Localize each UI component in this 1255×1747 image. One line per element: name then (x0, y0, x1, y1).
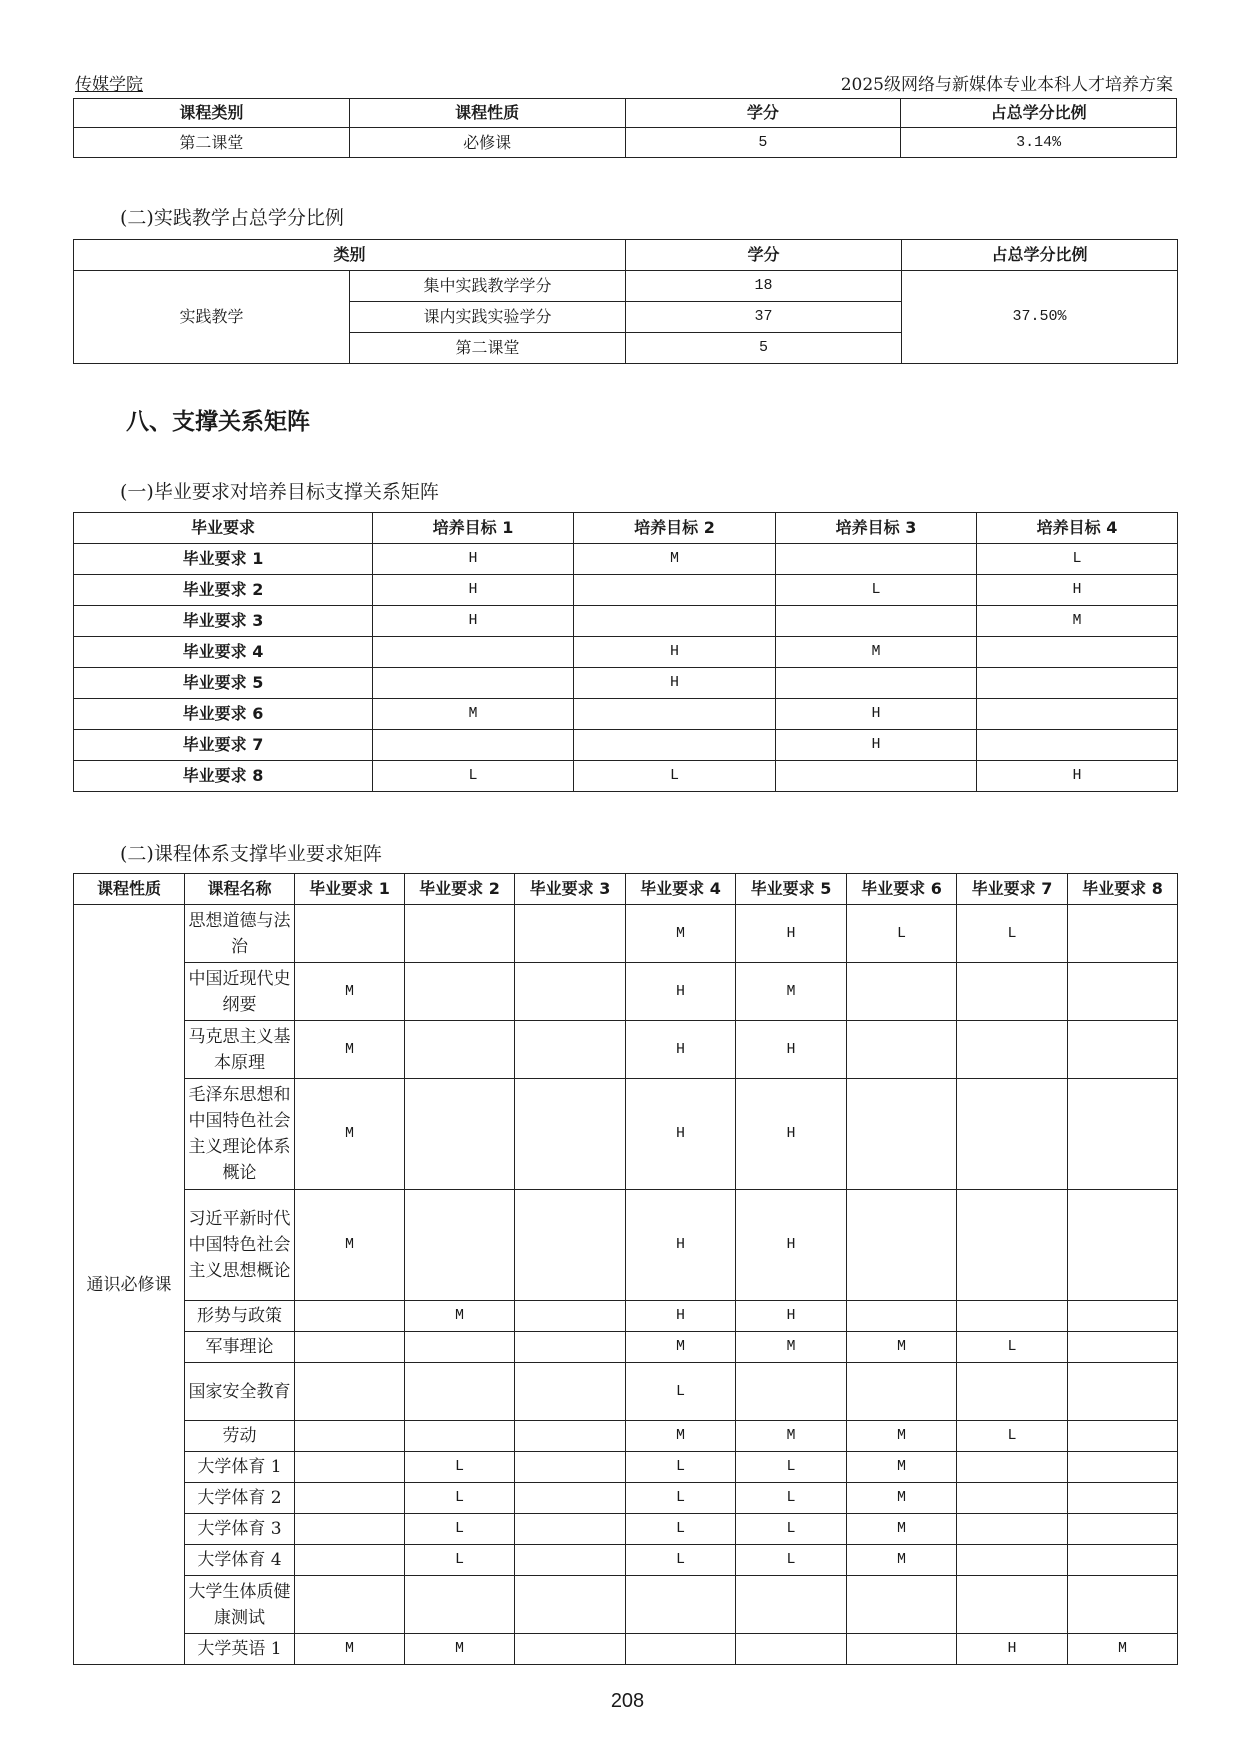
table-row (74, 606, 1178, 637)
matrix-cell: L (736, 1514, 847, 1545)
matrix-cell (847, 1021, 957, 1079)
course-name: 劳动 (185, 1421, 295, 1452)
matrix-cell: H (626, 1190, 736, 1301)
matrix-cell: M (295, 1079, 405, 1190)
matrix-cell (977, 730, 1178, 761)
col-header: 学分 (625, 99, 901, 128)
matrix-cell: M (736, 1332, 847, 1363)
matrix-cell (1068, 1301, 1178, 1332)
table-row (74, 1545, 1178, 1576)
matrix-cell: L (957, 905, 1068, 963)
matrix-cell (515, 1021, 626, 1079)
col-header: 毕业要求 1 (295, 874, 405, 905)
practice-credit: 18 (626, 271, 902, 302)
matrix-cell (847, 1634, 957, 1665)
course-name: 大学体育 1 (185, 1452, 295, 1483)
matrix-cell (977, 637, 1178, 668)
row-label: 毕业要求 3 (74, 606, 373, 637)
practice-item: 课内实践实验学分 (350, 302, 626, 333)
matrix-cell (1068, 1079, 1178, 1190)
matrix-cell (1068, 1452, 1178, 1483)
matrix-cell (295, 1483, 405, 1514)
matrix-cell (1068, 905, 1178, 963)
matrix-cell: L (736, 1483, 847, 1514)
table-row (74, 1332, 1178, 1363)
matrix-cell: H (977, 761, 1178, 792)
col-header: 毕业要求 4 (626, 874, 736, 905)
matrix-cell (574, 575, 776, 606)
row-label: 毕业要求 8 (74, 761, 373, 792)
table-row (74, 1190, 1178, 1301)
matrix-cell (515, 1190, 626, 1301)
matrix-cell (847, 963, 957, 1021)
row-label: 毕业要求 2 (74, 575, 373, 606)
section-8-heading: 八、支撑关系矩阵 (126, 409, 310, 435)
matrix-cell (574, 606, 776, 637)
matrix-cell (405, 1190, 515, 1301)
matrix-cell (295, 1545, 405, 1576)
matrix-cell: H (626, 1079, 736, 1190)
matrix-cell (295, 1576, 405, 1634)
matrix-cell: H (776, 699, 977, 730)
matrix-cell (515, 1332, 626, 1363)
matrix-cell (776, 544, 977, 575)
practice-item: 第二课堂 (350, 333, 626, 364)
matrix-cell (515, 1576, 626, 1634)
cell: 5 (625, 128, 901, 158)
practice-ratio: 37.50% (902, 271, 1178, 364)
matrix-cell: M (626, 1332, 736, 1363)
courses-requirements-matrix (73, 873, 1178, 1665)
matrix-cell: L (957, 1332, 1068, 1363)
col-header: 毕业要求 3 (515, 874, 626, 905)
matrix-cell: M (776, 637, 977, 668)
practice-section-title: (二)实践教学占总学分比例 (120, 207, 344, 229)
matrix-cell (405, 1079, 515, 1190)
table-row (74, 1452, 1178, 1483)
table-row (74, 905, 1178, 963)
matrix-cell (847, 1190, 957, 1301)
col-header: 课程类别 (74, 99, 350, 128)
matrix-cell: M (295, 1634, 405, 1665)
col-header: 毕业要求 7 (957, 874, 1068, 905)
table-row (74, 637, 1178, 668)
course-name: 军事理论 (185, 1332, 295, 1363)
matrix-cell: H (736, 1079, 847, 1190)
matrix-cell (776, 761, 977, 792)
matrix-cell: L (736, 1452, 847, 1483)
matrix-cell: L (405, 1483, 515, 1514)
matrix-cell: L (626, 1514, 736, 1545)
matrix-cell (295, 1421, 405, 1452)
course-name: 大学体育 4 (185, 1545, 295, 1576)
row-label: 毕业要求 7 (74, 730, 373, 761)
matrix-cell: L (574, 761, 776, 792)
matrix-cell: H (574, 668, 776, 699)
matrix-cell: H (373, 606, 574, 637)
matrix-cell (515, 1483, 626, 1514)
matrix-cell (957, 1301, 1068, 1332)
matrix-cell (295, 1514, 405, 1545)
matrix-cell: M (295, 963, 405, 1021)
table-row (74, 1363, 1178, 1421)
col-header: 毕业要求 2 (405, 874, 515, 905)
matrix-cell (736, 1634, 847, 1665)
matrix-cell (405, 963, 515, 1021)
matrix-cell (515, 1421, 626, 1452)
matrix-cell (515, 1301, 626, 1332)
practice-table (73, 239, 1178, 364)
matrix-cell: H (373, 575, 574, 606)
matrix-cell (515, 1363, 626, 1421)
matrix-cell: M (574, 544, 776, 575)
course-group: 通识必修课 (74, 905, 185, 1665)
cell: 必修课 (349, 128, 625, 158)
table-row (74, 1301, 1178, 1332)
table-row (74, 1634, 1178, 1665)
course-name: 思想道德与法治 (185, 905, 295, 963)
course-name: 形势与政策 (185, 1301, 295, 1332)
matrix-cell (626, 1576, 736, 1634)
course-name: 习近平新时代中国特色社会主义思想概论 (185, 1190, 295, 1301)
row-label: 毕业要求 4 (74, 637, 373, 668)
matrix-cell (957, 1483, 1068, 1514)
matrix-cell (626, 1634, 736, 1665)
matrix-cell: M (1068, 1634, 1178, 1665)
matrix-cell (405, 1421, 515, 1452)
matrix-cell: M (977, 606, 1178, 637)
matrix-cell (977, 699, 1178, 730)
col-header: 培养目标 2 (574, 513, 776, 544)
col-header: 培养目标 4 (977, 513, 1178, 544)
matrix-cell (957, 1079, 1068, 1190)
cell: 第二课堂 (74, 128, 350, 158)
matrix-cell (373, 637, 574, 668)
matrix-cell (847, 1576, 957, 1634)
table-row (74, 1421, 1178, 1452)
matrix-cell: M (847, 1514, 957, 1545)
page-number: 208 (610, 1690, 645, 1712)
matrix-cell: H (736, 1301, 847, 1332)
matrix-cell: M (847, 1421, 957, 1452)
matrix-cell: L (626, 1483, 736, 1514)
matrix-cell: M (847, 1545, 957, 1576)
matrix-cell: M (295, 1190, 405, 1301)
matrix-cell (957, 963, 1068, 1021)
cell: 3.14% (901, 128, 1177, 158)
matrix-cell: H (736, 1021, 847, 1079)
course-name: 马克思主义基本原理 (185, 1021, 295, 1079)
table-row (74, 1514, 1178, 1545)
matrix-cell (1068, 1421, 1178, 1452)
matrix-cell (957, 1545, 1068, 1576)
matrix-cell: L (626, 1545, 736, 1576)
credit-table (73, 98, 1177, 158)
row-label: 毕业要求 1 (74, 544, 373, 575)
col-header: 占总学分比例 (901, 99, 1177, 128)
matrix-cell (736, 1363, 847, 1421)
matrix-cell: M (847, 1332, 957, 1363)
col-header: 毕业要求 6 (847, 874, 957, 905)
matrix-cell: H (736, 905, 847, 963)
matrix-cell (776, 668, 977, 699)
course-name: 大学生体质健康测试 (185, 1576, 295, 1634)
matrix-cell (515, 1079, 626, 1190)
course-name: 大学体育 3 (185, 1514, 295, 1545)
course-name: 大学体育 2 (185, 1483, 295, 1514)
matrix-cell (957, 1576, 1068, 1634)
matrix-cell: M (626, 1421, 736, 1452)
course-name: 中国近现代史纲要 (185, 963, 295, 1021)
matrix-cell: L (373, 761, 574, 792)
table-row (74, 1079, 1178, 1190)
matrix-cell: L (957, 1421, 1068, 1452)
matrix-cell: H (574, 637, 776, 668)
matrix-cell (736, 1576, 847, 1634)
table-row (74, 963, 1178, 1021)
matrix-cell (373, 730, 574, 761)
matrix-cell: M (373, 699, 574, 730)
matrix-cell (515, 963, 626, 1021)
matrix-cell (295, 1363, 405, 1421)
matrix-cell (574, 730, 776, 761)
col-header: 培养目标 3 (776, 513, 977, 544)
matrix-cell (1068, 1332, 1178, 1363)
matrix-cell (1068, 1483, 1178, 1514)
matrix-cell (295, 1301, 405, 1332)
row-label: 毕业要求 5 (74, 668, 373, 699)
col-header: 课程性质 (349, 99, 625, 128)
matrix-cell: M (405, 1301, 515, 1332)
header-program-title: 2025级网络与新媒体专业本科人才培养方案 (840, 75, 1173, 95)
matrix-cell: H (736, 1190, 847, 1301)
matrix-cell (295, 1452, 405, 1483)
matrix-cell: L (405, 1545, 515, 1576)
col-header: 类别 (74, 240, 626, 271)
matrix-cell: L (626, 1452, 736, 1483)
matrix-cell (1068, 1545, 1178, 1576)
col-header: 毕业要求 (74, 513, 373, 544)
row-label: 毕业要求 6 (74, 699, 373, 730)
requirements-goals-matrix (73, 512, 1178, 792)
matrix-cell (1068, 1190, 1178, 1301)
course-name: 大学英语 1 (185, 1634, 295, 1665)
matrix-cell (515, 1514, 626, 1545)
table-row (74, 1483, 1178, 1514)
matrix-cell: H (373, 544, 574, 575)
table-row (74, 1021, 1178, 1079)
col-header: 课程名称 (185, 874, 295, 905)
matrix-cell (847, 1079, 957, 1190)
matrix-cell: M (736, 1421, 847, 1452)
col-header: 毕业要求 5 (736, 874, 847, 905)
matrix-cell (405, 1363, 515, 1421)
matrix-cell: M (295, 1021, 405, 1079)
matrix-cell: H (626, 963, 736, 1021)
matrix1-title: (一)毕业要求对培养目标支撑关系矩阵 (120, 481, 439, 503)
table-row (74, 1576, 1178, 1634)
matrix-cell: M (405, 1634, 515, 1665)
matrix-cell (957, 1363, 1068, 1421)
matrix-cell: M (736, 963, 847, 1021)
matrix-cell (1068, 1576, 1178, 1634)
practice-category: 实践教学 (74, 271, 350, 364)
header-school: 传媒学院 (75, 75, 143, 95)
matrix2-title: (二)课程体系支撑毕业要求矩阵 (120, 843, 382, 865)
col-header: 学分 (626, 240, 902, 271)
matrix-cell: L (405, 1514, 515, 1545)
matrix-cell (957, 1452, 1068, 1483)
matrix-cell: H (957, 1634, 1068, 1665)
matrix-cell (1068, 1021, 1178, 1079)
table-row (74, 699, 1178, 730)
col-header: 占总学分比例 (902, 240, 1178, 271)
table-row (74, 544, 1178, 575)
matrix-cell (515, 1452, 626, 1483)
matrix-cell (977, 668, 1178, 699)
matrix-cell (847, 1363, 957, 1421)
matrix-cell: H (776, 730, 977, 761)
col-header: 课程性质 (74, 874, 185, 905)
table-row (74, 730, 1178, 761)
matrix-cell: H (626, 1301, 736, 1332)
matrix-cell (957, 1021, 1068, 1079)
matrix-cell: H (626, 1021, 736, 1079)
matrix-cell: L (736, 1545, 847, 1576)
course-name: 毛泽东思想和中国特色社会主义理论体系概论 (185, 1079, 295, 1190)
matrix-cell: M (847, 1483, 957, 1514)
practice-credit: 37 (626, 302, 902, 333)
matrix-cell: L (847, 905, 957, 963)
matrix-cell: L (405, 1452, 515, 1483)
col-header: 毕业要求 8 (1068, 874, 1178, 905)
matrix-cell (405, 1021, 515, 1079)
practice-item: 集中实践教学学分 (350, 271, 626, 302)
matrix-cell (515, 1545, 626, 1576)
matrix-cell (574, 699, 776, 730)
matrix-cell (957, 1514, 1068, 1545)
matrix-cell (515, 1634, 626, 1665)
matrix-cell: L (977, 544, 1178, 575)
matrix-cell: M (626, 905, 736, 963)
matrix-cell (1068, 1514, 1178, 1545)
matrix-cell: M (847, 1452, 957, 1483)
matrix-cell (847, 1301, 957, 1332)
matrix-cell (295, 905, 405, 963)
matrix-cell (776, 606, 977, 637)
matrix-cell: L (626, 1363, 736, 1421)
course-name: 国家安全教育 (185, 1363, 295, 1421)
matrix-cell (373, 668, 574, 699)
matrix-cell (515, 905, 626, 963)
matrix-cell (957, 1190, 1068, 1301)
matrix-cell (295, 1332, 405, 1363)
matrix-cell: L (776, 575, 977, 606)
matrix-cell: H (977, 575, 1178, 606)
table-row (74, 575, 1178, 606)
col-header: 培养目标 1 (373, 513, 574, 544)
matrix-cell (1068, 963, 1178, 1021)
matrix-cell (1068, 1363, 1178, 1421)
table-row (74, 761, 1178, 792)
table-row (74, 668, 1178, 699)
matrix-cell (405, 905, 515, 963)
matrix-cell (405, 1332, 515, 1363)
matrix-cell (405, 1576, 515, 1634)
practice-credit: 5 (626, 333, 902, 364)
